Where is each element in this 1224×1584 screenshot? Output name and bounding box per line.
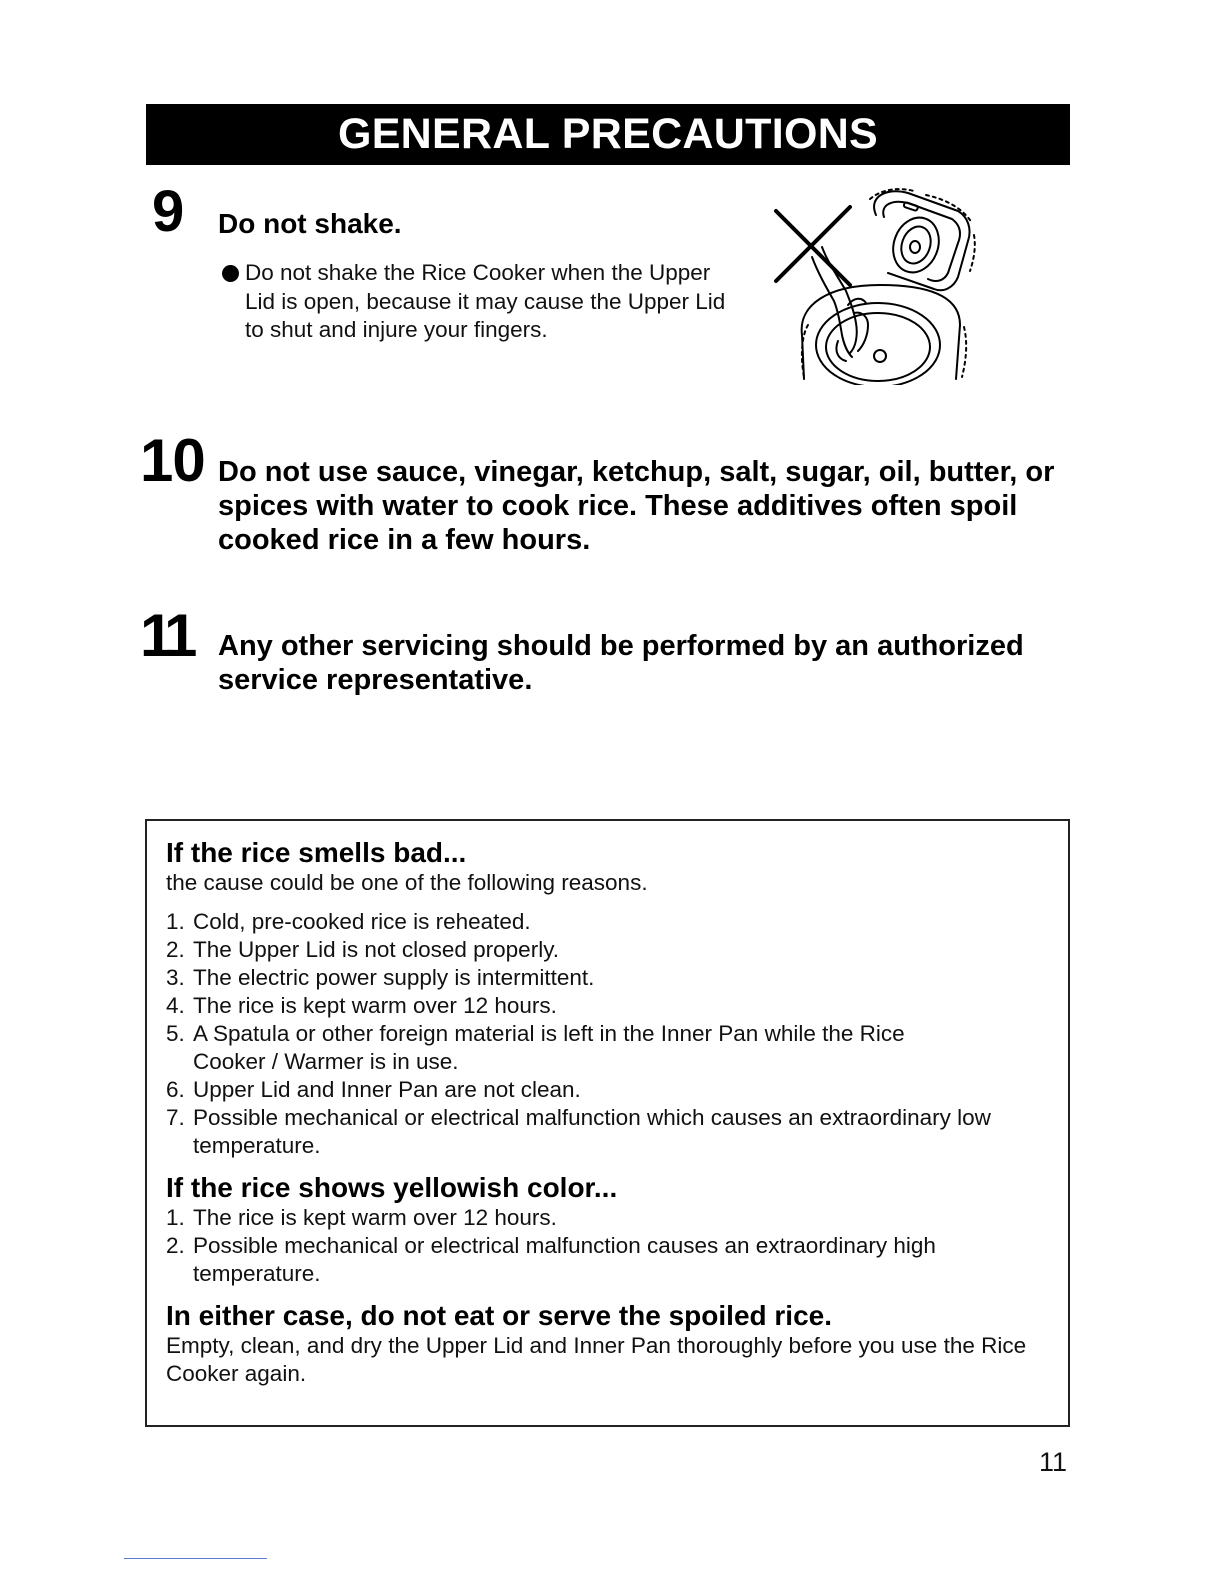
list-item: 2. The Upper Lid is not closed properly.	[166, 936, 560, 962]
item-number-11: 11	[140, 602, 192, 669]
smell-heading: If the rice smells bad...	[166, 837, 467, 868]
yellow-reasons-list	[166, 1204, 1056, 1288]
item-number-10: 10	[140, 427, 205, 494]
either-text: Empty, clean, and dry the Upper Lid and Inner Pan thoroughly before you use the Rice Cooker again.	[166, 1332, 1027, 1386]
smell-reasons-list	[166, 908, 1056, 1160]
list-item: 5. A Spatula or other foreign material is left in the Inner Pan while the Rice Cooker / Warmer is in use.	[166, 1020, 905, 1074]
smell-intro: the cause could be one of the following reasons.	[166, 870, 648, 895]
notice-box	[145, 819, 1070, 1427]
list-item: 1. The rice is kept warm over 12 hours.	[166, 1204, 557, 1230]
prohibited-x-icon	[776, 207, 850, 285]
rice-cooker-illustration	[768, 185, 978, 385]
list-item: 2. Possible mechanical or electrical malfunction causes an extraordinary high temperature.	[166, 1232, 936, 1286]
either-heading: In either case, do not eat or serve the spoiled rice.	[166, 1299, 832, 1331]
bullet-dot-icon	[222, 265, 239, 282]
page-title: GENERAL PRECAUTIONS	[337, 110, 879, 158]
item-title-9: Do not shake.	[218, 208, 402, 239]
yellow-heading: If the rice shows yellowish color...	[166, 1171, 618, 1203]
bullet-text: Do not shake the Rice Cooker when the Upper Lid is open, because it may cause the Upper Lid to shut and injure your fingers.	[245, 260, 726, 342]
item-title-10: Do not use sauce, vinegar, ketchup, salt, sugar, oil, butter, or spices with water to cook rice. These additives often spoil cooked rice in a few hours.	[218, 456, 1055, 556]
list-item: 6. Upper Lid and Inner Pan are not clean.	[166, 1076, 581, 1102]
list-item: 7. Possible mechanical or electrical malfunction which causes an extraordinary low temperature.	[166, 1104, 991, 1158]
item-number-9: 9	[152, 179, 185, 244]
section-banner	[146, 104, 1070, 165]
page-number: 11	[1038, 1447, 1067, 1477]
list-item: 3. The electric power supply is intermittent.	[166, 964, 595, 990]
footer-rule	[124, 1558, 267, 1559]
list-item: 1. Cold, pre-cooked rice is reheated.	[166, 908, 531, 934]
item-title-11: Any other servicing should be performed by an authorized service representative.	[218, 630, 1024, 696]
bullet-item	[222, 259, 742, 345]
list-item: 4. The rice is kept warm over 12 hours.	[166, 992, 557, 1018]
